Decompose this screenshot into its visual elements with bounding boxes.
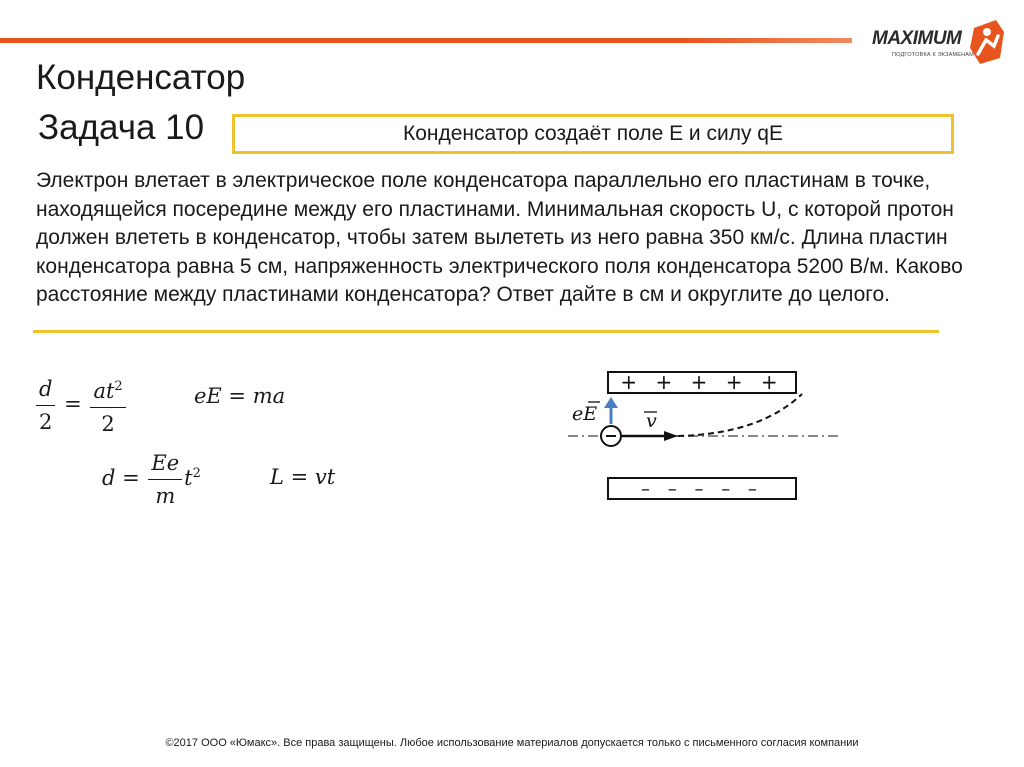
- velocity-label: v: [646, 410, 657, 432]
- trajectory: [678, 394, 802, 436]
- formula-tail: t: [184, 466, 193, 490]
- logo-text: MAXIMUM: [872, 28, 962, 49]
- numerator-base: at: [93, 379, 115, 403]
- hint-text: Конденсатор создаёт поле E и силу qE: [402, 122, 783, 145]
- formula-length: L = vt: [270, 465, 336, 489]
- problem-underline: [33, 330, 939, 333]
- force-label: eE: [572, 403, 598, 425]
- fraction-ee-over-m: [148, 450, 182, 509]
- copyright-footer: ©2017 ООО «Юмакс». Все права защищены. Любое использование материалов допускается только с письменного согласия компании: [165, 737, 859, 749]
- numerator-exponent: 2: [114, 379, 123, 394]
- fraction-numerator: Ee: [148, 450, 182, 480]
- velocity-arrow-head: [664, 431, 678, 441]
- formula-newton-law: eE = ma: [194, 384, 286, 408]
- problem-statement: Электрон влетает в электрическое поле конденсатора параллельно его пластинам в точке, находящейся посередине между его пластинами. Минимальная скорость U, с которой протон должен влететь в конденсатор, чтобы затем вылететь из него равна 350 км/с. Длина пластин конденсатора равна 5 см, напряженность электрического поля конденсатора 5200 В/м. Каково расстояние между пластинами конденсатора? Ответ дайте в см и округлите до целого.: [36, 169, 963, 306]
- maximum-logo: [868, 14, 1018, 70]
- fraction-at2-over-2: [90, 374, 125, 437]
- tail-exponent: 2: [192, 466, 201, 481]
- logo-figure-icon: [966, 18, 1006, 66]
- fraction-denominator: 2: [101, 412, 115, 436]
- hint-box: [232, 114, 954, 154]
- fraction-denominator: 2: [39, 410, 53, 434]
- formula-lhs: d =: [102, 466, 140, 490]
- fraction-numerator: [90, 374, 125, 408]
- formula-distance: [102, 450, 201, 509]
- formula-half-distance: [34, 374, 128, 437]
- page-title: Конденсатор: [36, 58, 246, 97]
- equals-sign: =: [64, 392, 82, 416]
- bottom-plate-signs: – – – – –: [641, 479, 763, 500]
- force-arrow-head: [604, 397, 618, 408]
- top-plate-signs: + + + + +: [620, 370, 784, 394]
- fraction-numerator: d: [36, 376, 55, 406]
- logo-tagline: ПОДГОТОВКА К ЭКЗАМЕНАМ: [892, 52, 974, 58]
- fraction-denominator: m: [155, 484, 176, 508]
- top-accent-line: [0, 38, 852, 43]
- fraction-d-over-2: [36, 376, 55, 435]
- task-number: Задача 10: [38, 108, 205, 147]
- capacitor-diagram: [560, 360, 850, 510]
